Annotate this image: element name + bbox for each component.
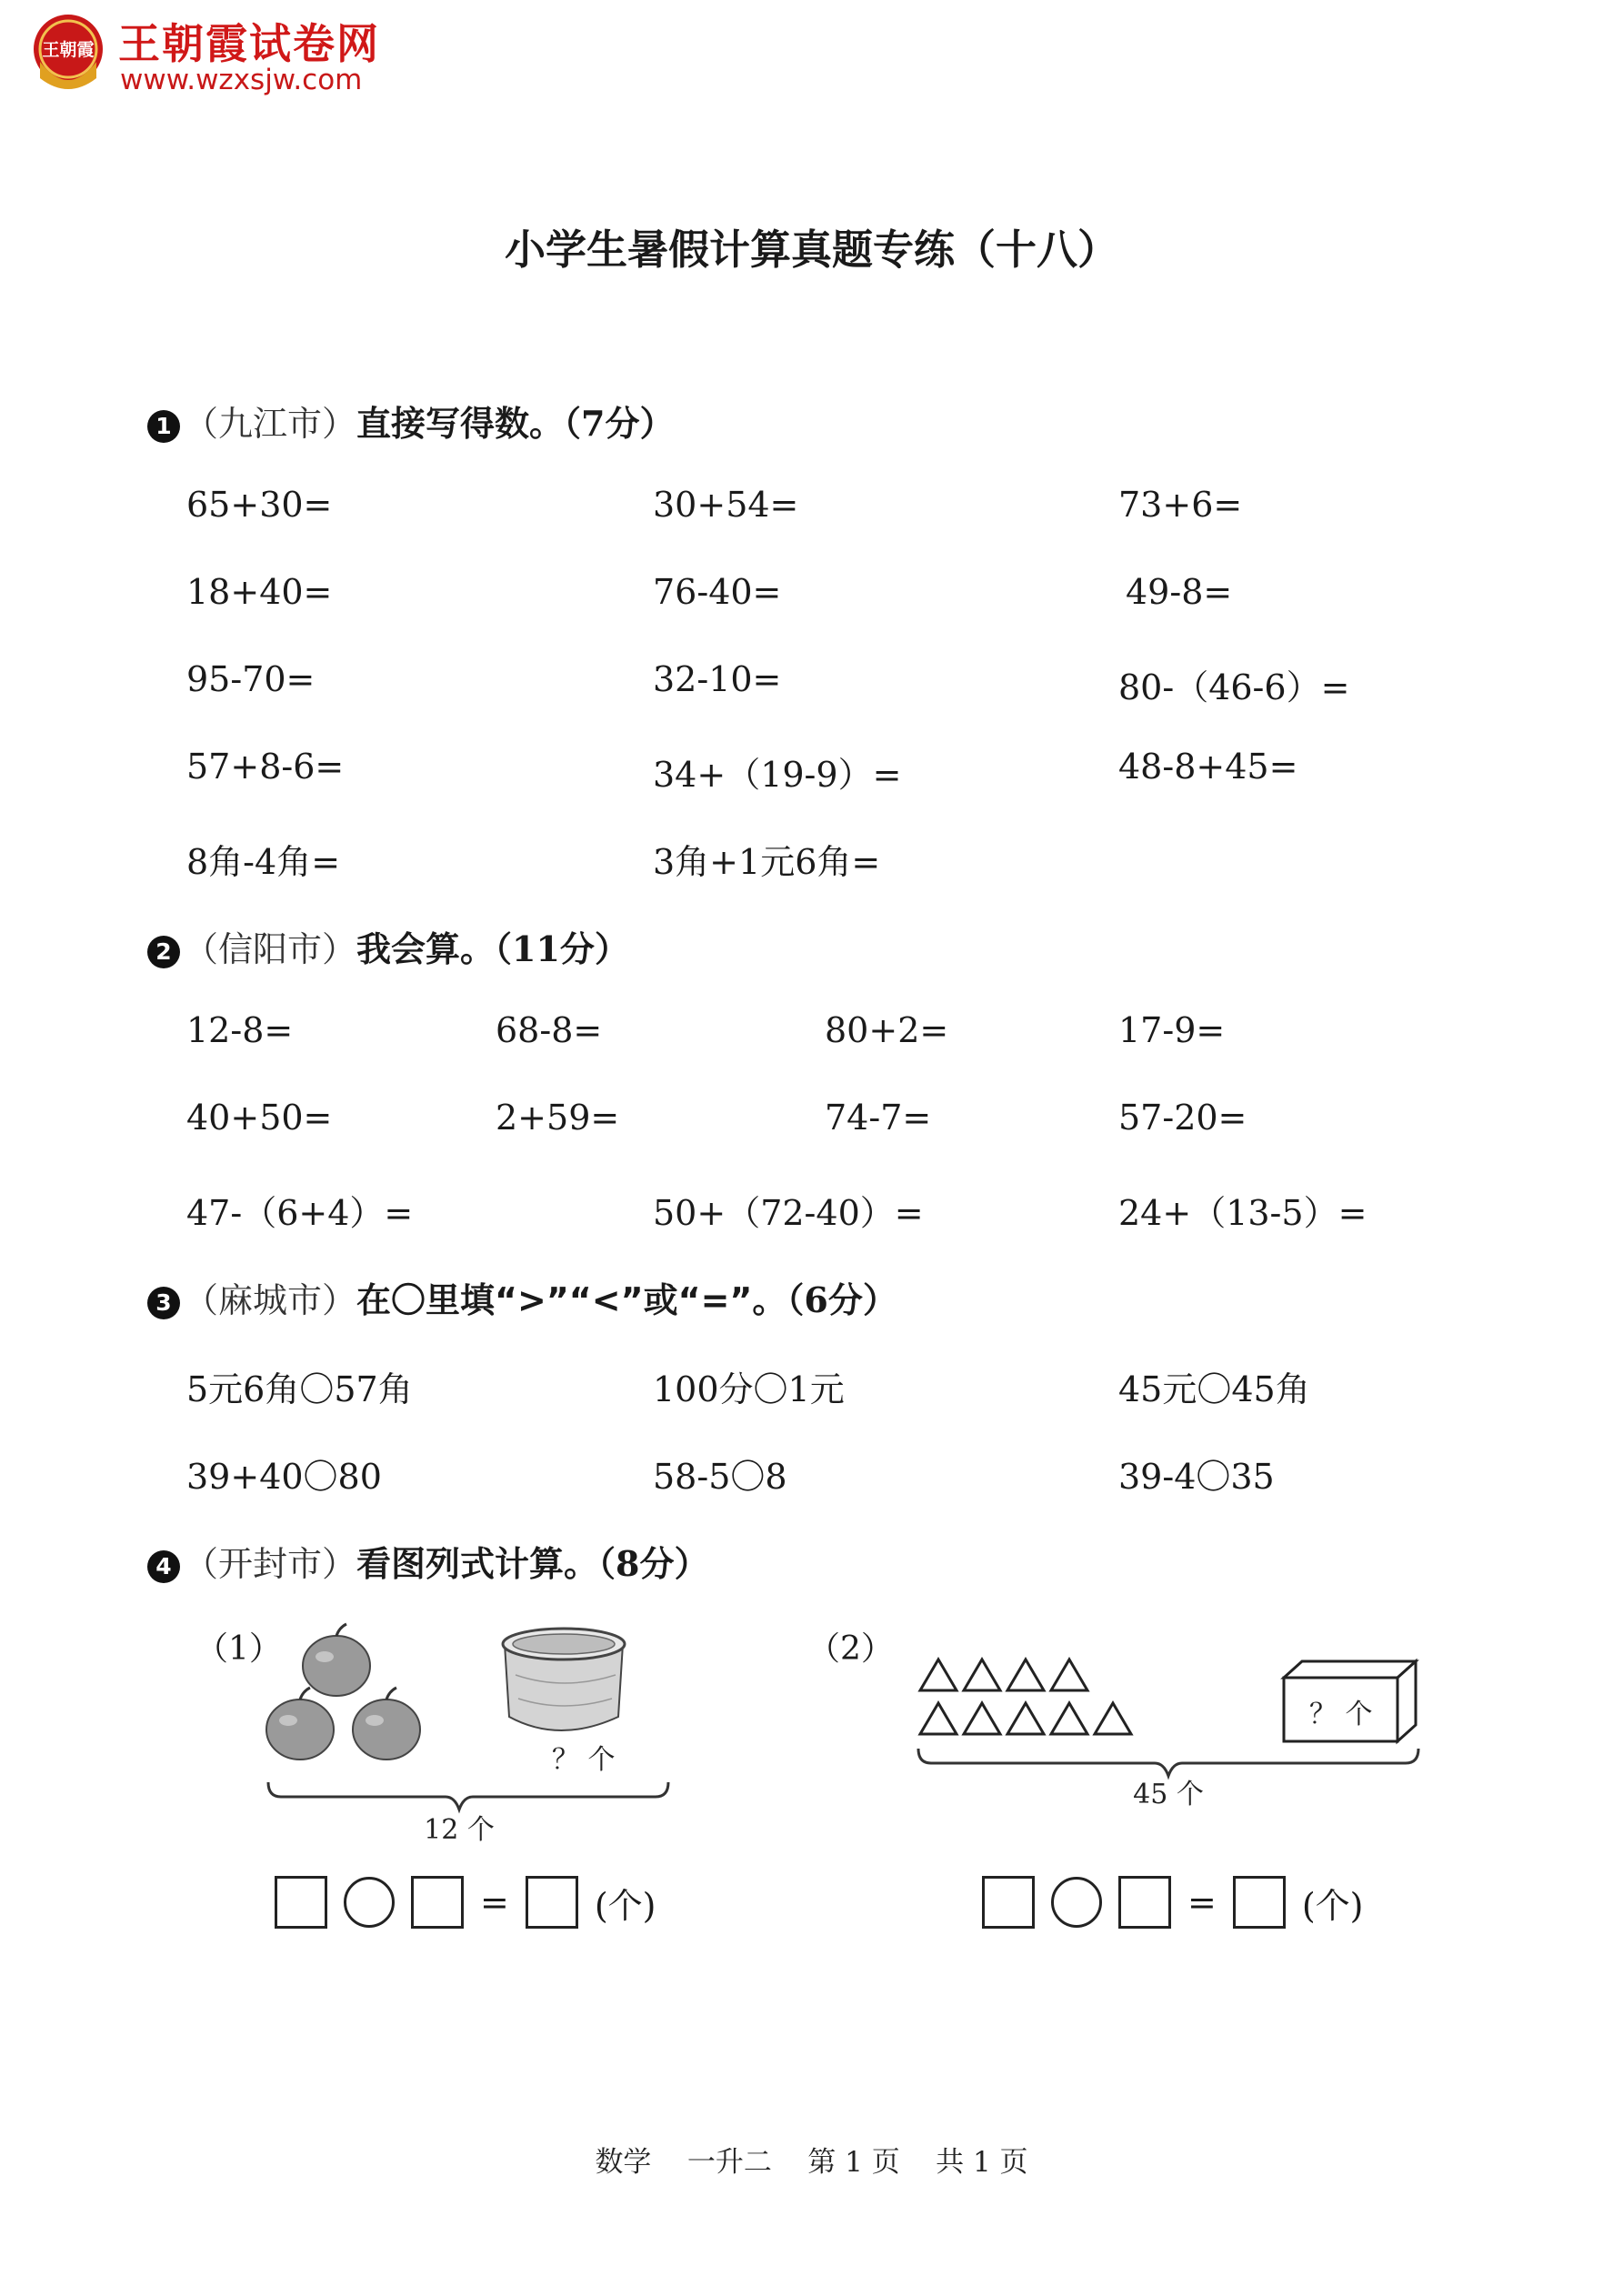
- problem: 74-7=: [825, 1098, 932, 1138]
- section-source: （信阳市）: [184, 929, 357, 969]
- problem: 65+30=: [186, 485, 333, 525]
- unknown-count-label: ？ 个: [1309, 1699, 1373, 1730]
- section-instruction: 看图列式计算。: [356, 1544, 599, 1584]
- figure-2-picture: [909, 1650, 1437, 1810]
- triangle-icon: [964, 1659, 1000, 1690]
- section-number-badge: 1: [147, 410, 180, 443]
- problem: 17-9=: [1118, 1010, 1226, 1050]
- comparison-problem: 5元6角〇57角: [186, 1369, 413, 1409]
- comparison-problem: 39-4〇35: [1118, 1457, 1275, 1497]
- operator-circle[interactable]: [1051, 1877, 1102, 1928]
- total-brace: [918, 1749, 1418, 1776]
- section-number-badge: 2: [147, 936, 180, 968]
- triangle-icon: [1051, 1659, 1087, 1690]
- apple-icon: [353, 1688, 420, 1760]
- triangle-icon: [1095, 1703, 1131, 1734]
- problem: 49-8=: [1126, 572, 1233, 612]
- section-2-heading: [147, 921, 629, 971]
- problem: 57-20=: [1118, 1098, 1247, 1138]
- figure-1-label: （1）: [195, 1630, 282, 1668]
- problem: 95-70=: [186, 659, 316, 699]
- section-instruction: 直接写得数。: [356, 404, 565, 444]
- comparison-problem: 58-5〇8: [653, 1457, 787, 1497]
- section-instruction: 我会算。: [356, 929, 496, 969]
- total-count-label: 12 个: [424, 1814, 495, 1846]
- section-source: （麻城市）: [184, 1280, 357, 1320]
- comparison-problem: 100分〇1元: [653, 1369, 845, 1409]
- equals-sign: =: [480, 1882, 509, 1922]
- page-title: 小学生暑假计算真题专练（十八）: [504, 226, 1118, 274]
- problem: 76-40=: [653, 572, 782, 612]
- section-instruction: 在〇里填“>”“<”或“=”。: [356, 1280, 787, 1320]
- problem: 50+（72-40）=: [653, 1193, 924, 1233]
- problem: 24+（13-5）=: [1118, 1193, 1368, 1233]
- section-source: （九江市）: [184, 404, 357, 444]
- answer-box[interactable]: [1118, 1876, 1171, 1929]
- answer-box[interactable]: [411, 1876, 464, 1929]
- unit-label: (个): [594, 1885, 656, 1926]
- apple-icon: [303, 1624, 370, 1696]
- problem: 34+（19-9）=: [653, 755, 902, 795]
- comparison-problem: 39+40〇80: [186, 1457, 382, 1497]
- problem: 18+40=: [186, 572, 333, 612]
- triangle-row-top: [920, 1659, 1087, 1690]
- problem: 40+50=: [186, 1098, 333, 1138]
- section-points: （8分）: [598, 1543, 709, 1584]
- triangle-icon: [920, 1703, 957, 1734]
- result-box[interactable]: [526, 1876, 578, 1929]
- problem: 8角-4角=: [186, 842, 341, 882]
- figure-2-answer-row: [982, 1876, 1364, 1929]
- problem: 73+6=: [1118, 485, 1243, 525]
- figure-1-picture: [259, 1619, 677, 1846]
- problem: 80-（46-6）=: [1118, 667, 1350, 707]
- equals-sign: =: [1187, 1882, 1217, 1922]
- section-number-badge: 3: [147, 1287, 180, 1319]
- section-1-heading: [147, 396, 674, 446]
- triangle-icon: [1051, 1703, 1087, 1734]
- section-points: （7分）: [564, 403, 675, 444]
- problem: 2+59=: [496, 1098, 620, 1138]
- section-4-heading: [147, 1536, 708, 1586]
- problem: 48-8+45=: [1118, 747, 1298, 787]
- triangle-icon: [1007, 1703, 1044, 1734]
- section-points: （11分）: [495, 928, 629, 969]
- triangle-row-bottom: [920, 1703, 1131, 1734]
- answer-box[interactable]: [275, 1876, 327, 1929]
- basket-icon: [503, 1629, 625, 1730]
- total-count-label: 45 个: [1133, 1779, 1204, 1810]
- problem: 32-10=: [653, 659, 782, 699]
- section-number-badge: 4: [147, 1550, 180, 1583]
- triangle-icon: [920, 1659, 957, 1690]
- figure-1-answer-row: [275, 1876, 656, 1929]
- triangle-icon: [1007, 1659, 1044, 1690]
- section-3-heading: [147, 1272, 897, 1322]
- triangle-icon: [964, 1703, 1000, 1734]
- section-points: （6分）: [786, 1279, 897, 1320]
- result-box[interactable]: [1233, 1876, 1286, 1929]
- problem: 80+2=: [825, 1010, 949, 1050]
- problem: 12-8=: [186, 1010, 294, 1050]
- total-brace: [268, 1782, 668, 1810]
- problem: 47-（6+4）=: [186, 1193, 414, 1233]
- unknown-count-label: ？ 个: [552, 1744, 616, 1776]
- comparison-problem: 45元〇45角: [1118, 1369, 1310, 1409]
- apple-icon: [266, 1688, 334, 1760]
- logo-url: www.wzxsjw.com: [120, 64, 363, 96]
- figure-2-label: （2）: [807, 1630, 894, 1668]
- logo-seal-icon: [27, 11, 109, 93]
- problem: 30+54=: [653, 485, 799, 525]
- seal-text: 王朝霞: [42, 40, 95, 60]
- problem: 68-8=: [496, 1010, 603, 1050]
- page-footer: 数学 一升二 第 1 页 共 1 页: [595, 2146, 1028, 2179]
- logo-title: 王朝霞试卷网: [118, 19, 380, 68]
- unit-label: (个): [1301, 1885, 1364, 1926]
- section-source: （开封市）: [184, 1544, 357, 1584]
- problem: 3角+1元6角=: [653, 842, 881, 882]
- problem: 57+8-6=: [186, 747, 345, 787]
- answer-box[interactable]: [982, 1876, 1035, 1929]
- operator-circle[interactable]: [344, 1877, 395, 1928]
